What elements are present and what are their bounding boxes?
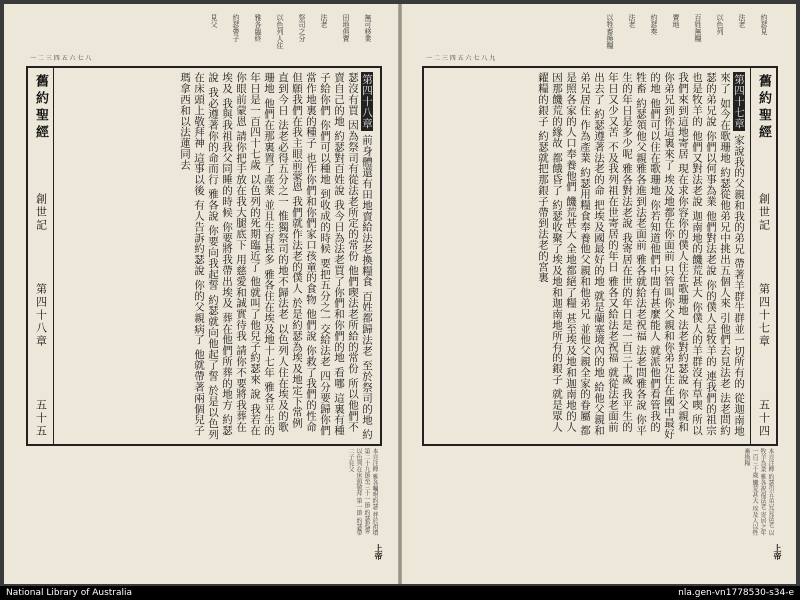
right-text-frame (422, 66, 778, 446)
gloss-note: 百姓無糧 (694, 14, 702, 42)
right-page (402, 4, 796, 584)
gloss-note: 以色列人住 (276, 14, 284, 49)
gloss-note: 以色列 (716, 14, 724, 35)
left-text-frame (26, 66, 382, 446)
library-caption-bar (0, 586, 800, 600)
chapter-label: 第四十八章 (34, 283, 48, 348)
left-page (4, 4, 398, 584)
gloss-note: 以牲畜換糧 (606, 14, 614, 49)
page-number: 五十四 (757, 399, 771, 438)
gloss-note: 田地俱賣 (342, 14, 350, 42)
book-title: 舊約聖經 (756, 74, 771, 142)
gloss-note: 雅各臨終 (254, 14, 262, 42)
chapter-heading: 第四十七章 (733, 74, 745, 129)
book-name: 創世記 (757, 193, 771, 232)
right-body-text (430, 72, 746, 440)
right-footnotes: 本頁注釋 約瑟引五弟兄見法老 以牧羊為業 雅各祝福法老 寄居之年 一百三十歲 饑荒甚大 埃及人以牲畜換糧 (743, 448, 774, 536)
item-identifier: nla.gen-vn1778530-s34-e (678, 588, 794, 598)
gloss-note: 見父 (210, 14, 218, 28)
gloss-note: 祭司之分 (298, 14, 306, 42)
book-title: 舊約聖經 (33, 74, 48, 142)
gloss-note: 法老 (320, 14, 328, 28)
gloss-note: 賣地 (672, 14, 680, 28)
gloss-note: 約瑟奏 (650, 14, 658, 35)
gloss-note: 法老 (628, 14, 636, 28)
chapter-label: 第四十七章 (757, 283, 771, 348)
left-footnotes: 本頁注釋 雅各囑咐約瑟 葬於祖墳 第二十九節至三十一節 約瑟起誓 以色列在床頭敬拜 第一節 約瑟帶二子見父 (347, 448, 378, 536)
library-name: National Library of Australia (6, 588, 133, 598)
page-number: 五十五 (34, 399, 48, 438)
body-text: 家說我的父親和我的弟兄 帶著羊群牛群並一切所有的 從迦南地來了 如今在歌珊地 約瑟從他弟兄中挑出五個人來 引他們去見法老 法老問約瑟的弟兄說 你們以何事為業 他們對法老說 你的僕人是牧羊的 連我們的祖宗也是牧羊的 他們又對法老說 迦南地的饑荒甚大 你僕人的羊群沒有草喫 所以我們來到這地寄居 現在求你容你的僕人住在歌珊地 法老對約瑟說 你父親和你弟兄到你這裏來了 埃及地都在你面前 只管叫你父親和你弟兄住在國中最好的地 他們可以住在歌珊地 你若知道他們中間有甚麼能人 就派他們看管我的牲畜 約瑟領他父親雅各進到法老面前 雅各就給法老祝福 法老問雅各說 你平生的年日是多少呢 雅各對法老說 我寄居在世的年日是一百三十歲 我平生的年日又少又苦 不及我列祖在世寄居的年日 雅各又給法老祝福 就從法老面前出去了 約瑟遵著法老的命 把埃及國最好的地 就是蘭塞境內的地 給他父親和弟兄居住 作為產業 約瑟用糧食奉養他父親和他弟兄 並他父親全家的眷屬 都是照各家的人口奉養他們 饑荒甚大 全地都絕了糧 甚至埃及地和迦南地的人 因那饑荒的緣故 都餓昏了 約瑟收聚了埃及地和迦南地所有的銀子 就是眾人糴糧的銀子 約瑟就把那銀子帶到法老的宮裏 (537, 72, 745, 440)
right-margin-column (750, 68, 776, 444)
book-spread (4, 4, 796, 584)
gloss-note: 無可移業 (364, 14, 372, 42)
right-verse-numbers: 一 二 三 四 五 六 七 八 九 (426, 55, 496, 62)
left-body-text (58, 72, 374, 440)
chapter-heading: 第四十八章 (361, 74, 373, 129)
left-margin-column (28, 68, 54, 444)
body-text: 前身體還有田地賣給法老換糧食 百姓都歸法老 至於祭司的地 約瑟沒有買 因為祭司有從法老所定的常份 他們喫法老所給的常份 所以他們不賣自己的地 約瑟對百姓說 我今日為法老買了你們和你們的地 看哪 這裏有種子給你們 你們可以種地 到收成的時候 要把五分之一交給法老 四分要歸你們 當作地裏的種子 也作你們和你們家口孩童的食物 他們說 你救了我們的性命 但願我們在我主眼前蒙恩 我們就作法老的僕人 於是約瑟為埃及地定下常例 直到今日 法老必得五分之一 惟獨祭司的地不歸法老 以色列人住在埃及的歌珊地 他們在那裏置了產業 並且生育甚多 雅各住在埃及地十七年 雅各平生的年日是一百四十七歲 以色列的死期臨近了 他就叫了他兒子約瑟來 說 我若在你眼前蒙恩 請你把手放在我大腿底下 用慈愛和誠實待我 請你不要將我葬在埃及 我與我祖我父同睡的時候 你要將我帶出埃及 葬在他們所葬的地方 約瑟說 我必遵著你的命而行 雅各說 你要向我起誓 約瑟就向他起了誓 於是以色列在床頭上敬拜神 這事以後 有人告訴約瑟說 你的父親病了 他就帶著兩個兒子瑪拿西和以法蓮同去 (179, 72, 373, 440)
gloss-note: 法老 (738, 14, 746, 28)
left-verse-numbers: 一 二 三 四 五 六 七 八 (30, 55, 92, 62)
section-mark: 上帝 (374, 544, 384, 560)
book-name: 創世記 (34, 193, 48, 232)
gloss-note: 約瑟見 (760, 14, 768, 35)
section-mark: 上帝 (773, 544, 783, 560)
gloss-note: 約瑟帶子 (232, 14, 240, 42)
